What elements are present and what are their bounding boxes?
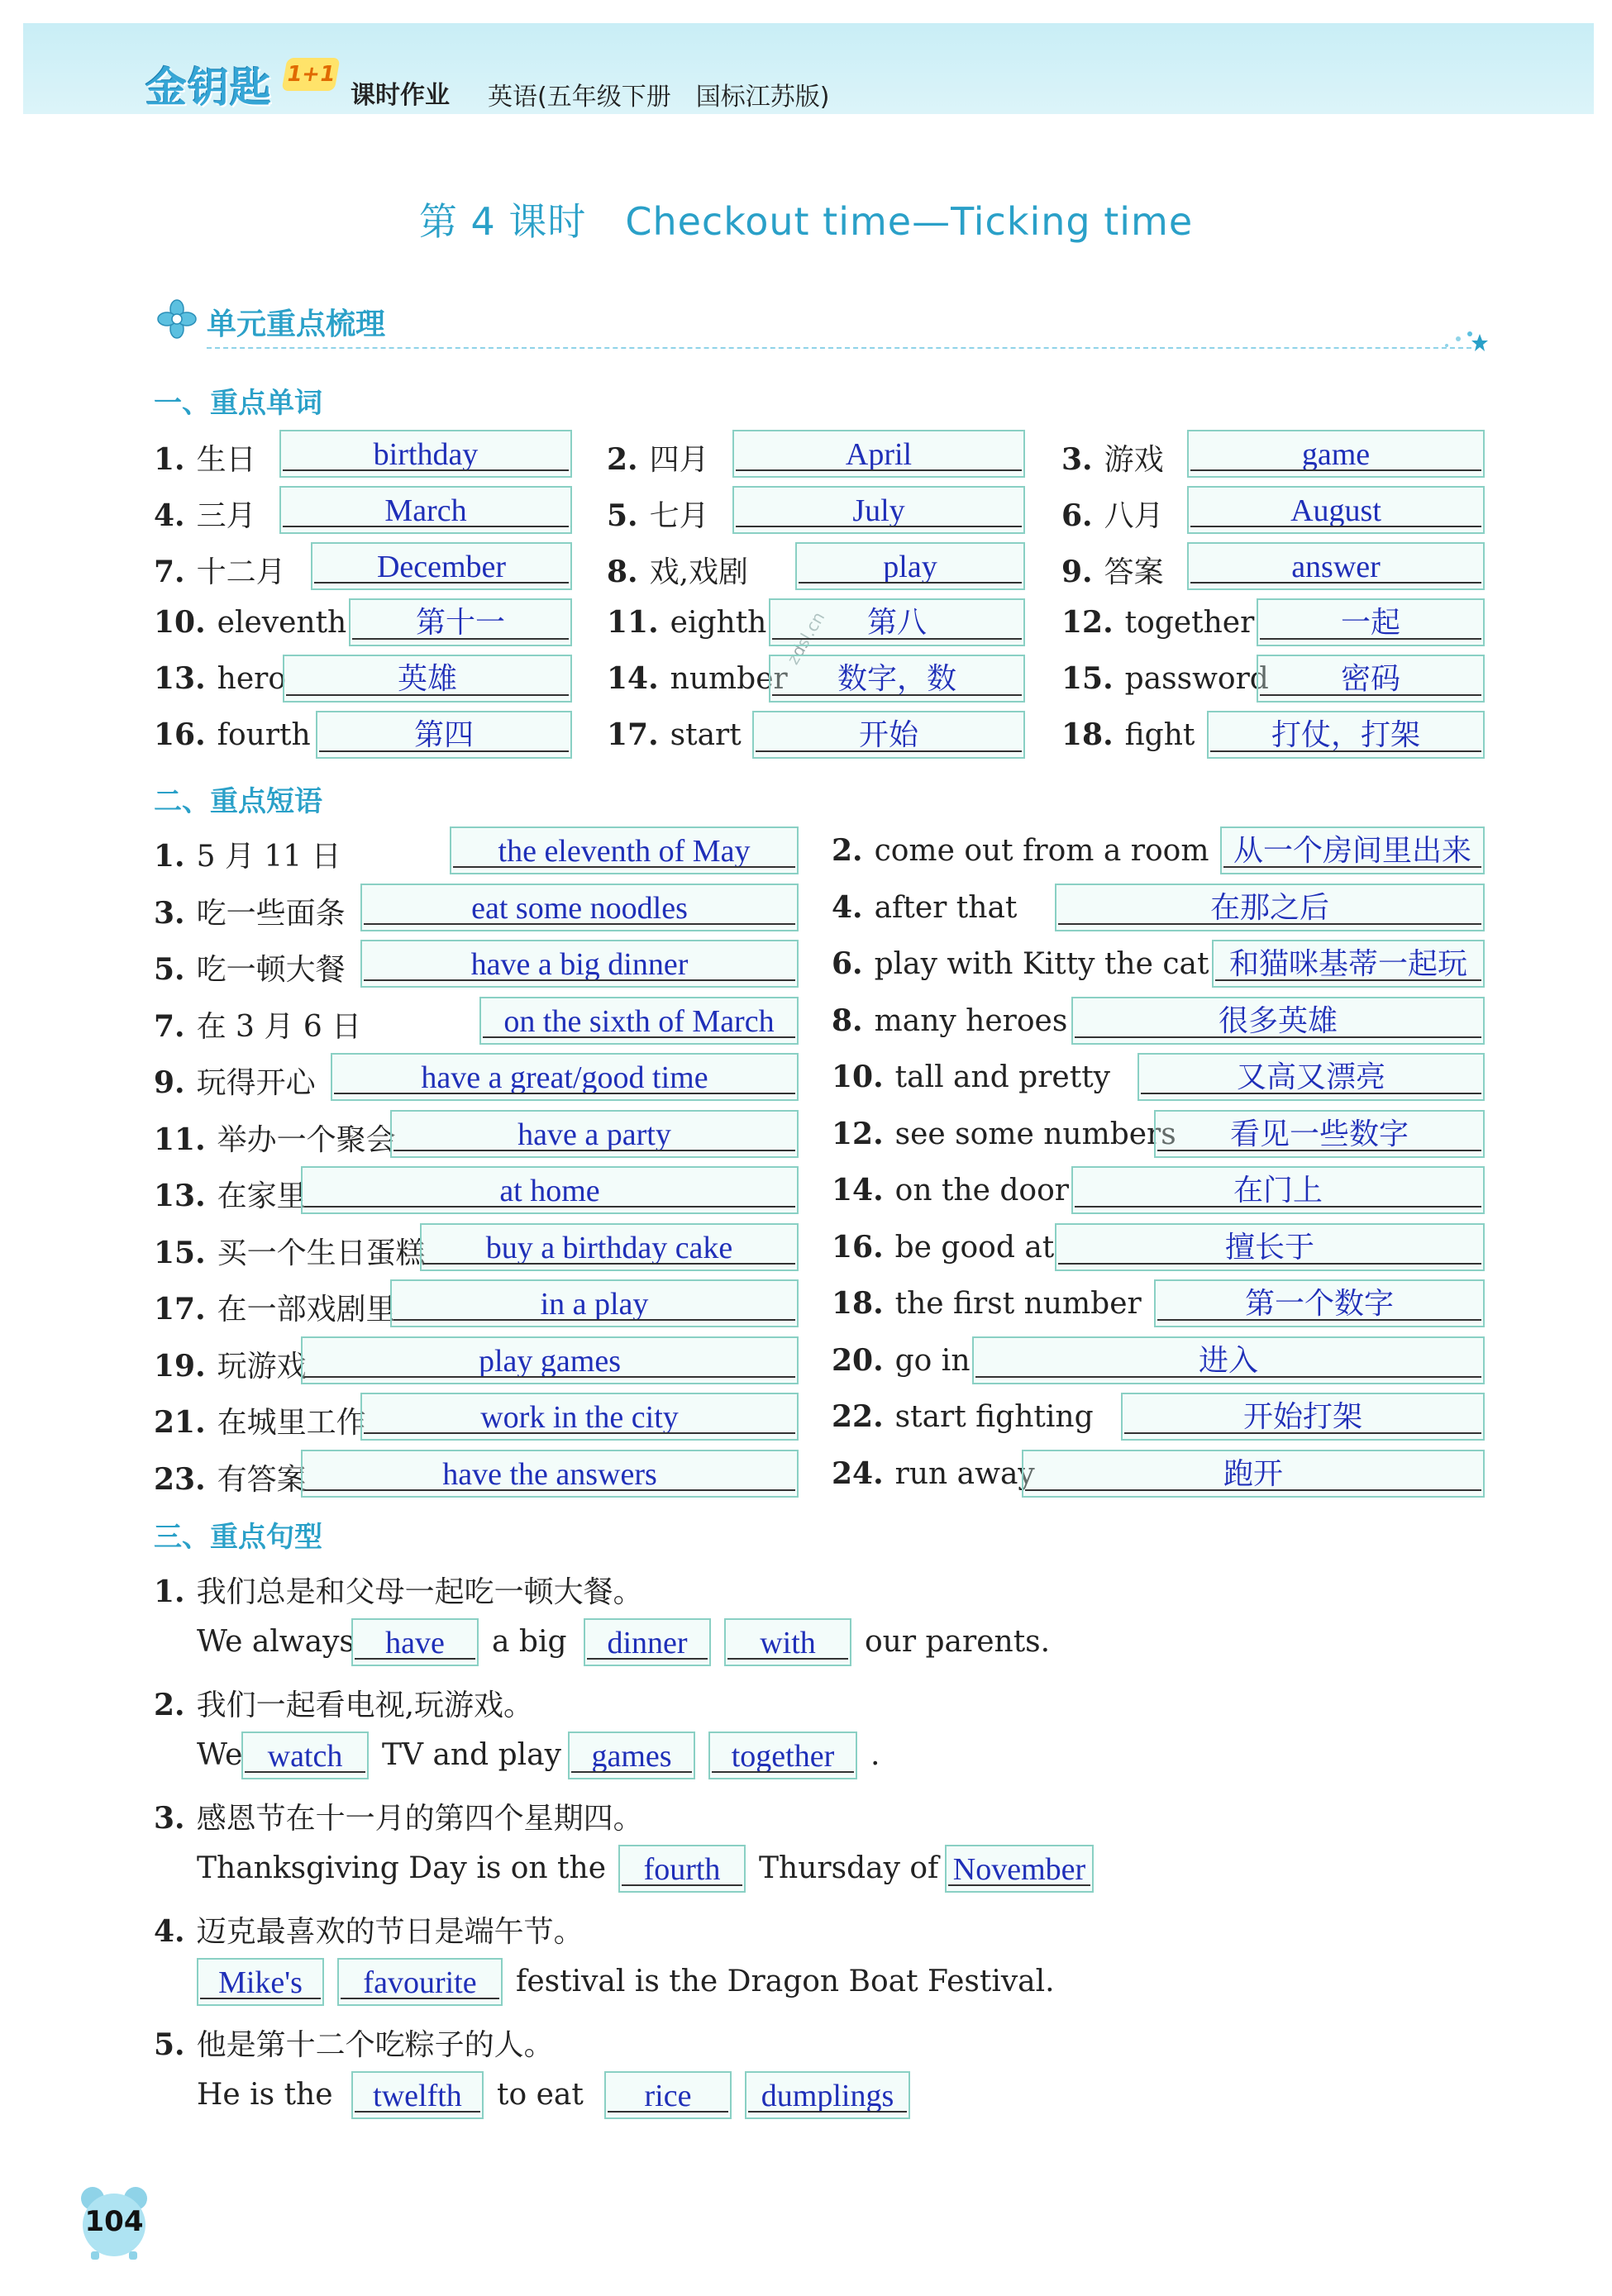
answer-text: games [591, 1739, 672, 1774]
sentence-text: We [197, 1738, 243, 1772]
word-item-prompt [154, 436, 256, 479]
phrase-item-prompt [832, 1117, 1176, 1151]
item-number: 9. [1061, 555, 1093, 589]
item-number: 4. [832, 889, 863, 925]
word-prompt: together [1124, 606, 1255, 640]
words-heading: 一、重点单词 [154, 387, 322, 420]
answer-text: in a play [540, 1287, 649, 1322]
word-item-prompt [1061, 717, 1195, 752]
answer-text: 擅长于 [1224, 1230, 1314, 1265]
phrase-prompt: 吃一些面条 [196, 896, 346, 931]
word-prompt: eleventh [217, 606, 347, 640]
answer-field[interactable] [1220, 826, 1485, 874]
answer-text: birthday [373, 437, 479, 472]
word-item-prompt [1061, 549, 1164, 591]
sentence-text: . [870, 1738, 880, 1772]
answer-text: 英雄 [397, 662, 457, 696]
answer-blank[interactable] [351, 1618, 479, 1666]
item-number: 20. [832, 1342, 884, 1378]
header-subtitle: 英语(五年级下册 国标江苏版) [488, 83, 830, 112]
phrase-item-prompt [154, 946, 346, 988]
word-prompt: 十二月 [196, 555, 286, 589]
page-number: 104 [84, 2205, 144, 2238]
phrases-heading: 二、重点短语 [154, 785, 322, 818]
phrase-prompt: be good at [894, 1230, 1055, 1265]
answer-field[interactable] [360, 884, 799, 931]
phrase-item-prompt [154, 1343, 307, 1385]
item-number: 10. [832, 1060, 884, 1094]
answer-field[interactable] [479, 997, 799, 1045]
answer-field[interactable] [1055, 1223, 1485, 1271]
answer-text: 在那之后 [1209, 890, 1329, 925]
phrase-item-prompt [832, 890, 1017, 925]
item-number: 17. [154, 1292, 206, 1327]
chinese-text: 我们总是和父母一起吃一顿大餐。 [196, 1575, 643, 1609]
sentence-text: Thursday of [759, 1851, 939, 1885]
word-item-prompt [607, 605, 766, 640]
sentence-chinese [154, 1569, 643, 1611]
answer-text: 看见一些数字 [1229, 1117, 1409, 1151]
word-item-prompt [154, 605, 346, 640]
word-item-prompt [1061, 661, 1269, 696]
sentence-chinese [154, 2022, 554, 2064]
phrase-item-prompt [832, 1060, 1110, 1094]
answer-text: 从一个房间里出来 [1233, 834, 1471, 868]
answer-text: Mike's [218, 1965, 303, 2000]
item-number: 13. [154, 661, 206, 696]
word-prompt: hero [217, 662, 287, 696]
word-item-prompt [154, 717, 311, 752]
word-prompt: 答案 [1104, 555, 1164, 589]
answer-text: on the sixth of March [503, 1003, 775, 1039]
phrase-prompt: go in [894, 1343, 971, 1378]
answer-text: 跑开 [1223, 1456, 1283, 1491]
answer-blank[interactable] [945, 1845, 1094, 1893]
item-number: 6. [832, 946, 863, 981]
phrase-prompt: 有答案 [217, 1462, 307, 1497]
sentence-text: Thanksgiving Day is on the [197, 1851, 607, 1885]
phrase-prompt: on the door [894, 1174, 1069, 1208]
word-prompt: 四月 [649, 443, 709, 477]
phrase-prompt: run away [894, 1456, 1035, 1491]
item-number: 3. [154, 1801, 185, 1836]
answer-blank[interactable] [604, 2071, 732, 2119]
answer-text: favourite [363, 1965, 477, 2000]
answer-field[interactable] [732, 430, 1025, 478]
answer-field[interactable] [283, 655, 572, 703]
watermark: zdsl.cn [782, 608, 829, 668]
answer-blank[interactable] [568, 1732, 695, 1779]
answer-field[interactable] [769, 655, 1025, 703]
word-item-prompt [1061, 436, 1164, 479]
item-number: 1. [154, 1574, 185, 1609]
phrase-item-prompt [832, 1286, 1142, 1321]
item-number: 24. [832, 1455, 884, 1491]
answer-text: have a great/good time [421, 1060, 708, 1095]
item-number: 10. [154, 605, 206, 640]
item-number: 7. [154, 1008, 185, 1044]
sentence-text: to eat [497, 2078, 584, 2112]
sentence-text: a big [492, 1625, 567, 1659]
word-prompt: password [1124, 662, 1269, 696]
item-number: 9. [154, 1065, 185, 1100]
answer-field[interactable] [331, 1053, 799, 1101]
phrase-prompt: play with Kitty the cat [874, 947, 1209, 981]
answer-text: 和猫咪基蒂一起玩 [1228, 947, 1467, 981]
answer-field[interactable] [316, 711, 572, 759]
phrase-prompt: 在一部戏剧里 [217, 1293, 396, 1327]
phrase-item-prompt [154, 833, 341, 875]
chinese-text: 他是第十二个吃粽子的人。 [196, 2028, 554, 2062]
item-number: 17. [607, 717, 659, 752]
answer-blank[interactable] [241, 1732, 369, 1779]
answer-text: March [384, 493, 467, 528]
answer-field[interactable] [390, 1279, 799, 1327]
item-number: 7. [154, 555, 185, 589]
answer-field[interactable] [732, 486, 1025, 534]
answer-text: 数字，数 [837, 662, 956, 696]
answer-text: answer [1291, 550, 1381, 584]
answer-field[interactable] [311, 542, 572, 590]
answer-text: 第八 [866, 606, 927, 640]
answer-field[interactable] [301, 1336, 799, 1384]
item-number: 11. [607, 605, 659, 640]
answer-text: twelfth [373, 2079, 462, 2113]
phrase-prompt: many heroes [874, 1003, 1068, 1038]
answer-field[interactable] [1257, 655, 1485, 703]
word-item-prompt [1061, 605, 1254, 640]
phrase-prompt: start fighting [894, 1400, 1094, 1434]
word-prompt: 戏,戏剧 [649, 555, 749, 589]
item-number: 15. [154, 1235, 206, 1270]
section-banner: 单元重点梳理 [207, 307, 386, 341]
phrase-prompt: 5 月 11 日 [196, 840, 341, 874]
item-number: 21. [154, 1405, 206, 1440]
word-item-prompt [607, 436, 709, 479]
phrase-prompt: see some numbers [894, 1117, 1176, 1151]
answer-text: watch [267, 1739, 343, 1774]
word-prompt: fourth [217, 718, 311, 752]
sentence-chinese [154, 1682, 533, 1724]
phrase-item-prompt [832, 833, 1209, 868]
item-number: 1. [154, 839, 185, 874]
brand-badge: 1+1 [281, 58, 340, 91]
answer-text: dumplings [761, 2079, 894, 2113]
section-divider [207, 347, 1471, 349]
chinese-text: 我们一起看电视,玩游戏。 [196, 1689, 534, 1722]
item-number: 22. [832, 1399, 884, 1434]
item-number: 16. [832, 1229, 884, 1265]
answer-field[interactable] [279, 430, 572, 478]
answer-text: rice [644, 2079, 692, 2113]
item-number: 3. [154, 895, 185, 931]
answer-text: play [883, 550, 937, 584]
phrase-prompt: the first number [894, 1287, 1142, 1321]
item-number: 12. [1061, 605, 1114, 640]
answer-text: 进入 [1198, 1343, 1258, 1378]
answer-text: 第一个数字 [1244, 1287, 1394, 1321]
answer-field[interactable] [1257, 598, 1485, 646]
item-number: 15. [1061, 661, 1114, 696]
phrase-prompt: 在城里工作 [217, 1406, 366, 1440]
word-prompt: 游戏 [1104, 443, 1164, 477]
answer-field[interactable] [1055, 884, 1485, 931]
phrase-item-prompt [832, 1230, 1054, 1265]
answer-text: 第四 [413, 718, 474, 752]
answer-text: August [1290, 493, 1381, 528]
word-prompt: 八月 [1104, 499, 1164, 533]
sentence-chinese [154, 1908, 584, 1951]
answer-blank[interactable] [618, 1845, 746, 1893]
answer-field[interactable] [1187, 486, 1485, 534]
answer-text: dinner [607, 1626, 688, 1660]
word-prompt: 生日 [196, 443, 256, 477]
item-number: 5. [154, 952, 185, 987]
answer-field[interactable] [1022, 1450, 1485, 1498]
phrase-prompt: 吃一顿大餐 [196, 953, 346, 987]
phrase-prompt: 买一个生日蛋糕 [217, 1236, 426, 1270]
answer-blank[interactable] [724, 1618, 851, 1666]
sentence-text: our parents. [865, 1625, 1051, 1659]
answer-field[interactable] [1154, 1110, 1485, 1158]
item-number: 18. [832, 1286, 884, 1321]
answer-field[interactable] [301, 1166, 799, 1214]
answer-text: buy a birthday cake [485, 1230, 733, 1265]
item-number: 4. [154, 498, 185, 533]
item-number: 3. [1061, 442, 1093, 477]
phrase-item-prompt [154, 1003, 361, 1046]
answer-text: 开始打架 [1242, 1400, 1362, 1434]
answer-text: have a big dinner [470, 947, 689, 982]
word-item-prompt [607, 717, 742, 752]
answer-text: 第十一 [415, 606, 505, 640]
item-number: 23. [154, 1461, 206, 1497]
item-number: 6. [1061, 498, 1093, 533]
answer-field[interactable] [1071, 997, 1485, 1045]
item-number: 13. [154, 1179, 206, 1213]
answer-field[interactable] [450, 826, 799, 874]
phrase-item-prompt [832, 1173, 1069, 1208]
item-number: 16. [154, 717, 206, 752]
answer-blank[interactable] [745, 2071, 910, 2119]
phrase-prompt: 在 3 月 6 日 [196, 1009, 362, 1044]
answer-text: December [376, 550, 507, 584]
answer-text: 在门上 [1233, 1174, 1323, 1208]
chinese-text: 感恩节在十一月的第四个星期四。 [196, 1802, 643, 1836]
phrase-prompt: 举办一个聚会 [217, 1122, 396, 1157]
phrase-item-prompt [154, 1230, 426, 1272]
item-number: 12. [832, 1116, 884, 1151]
word-item-prompt [607, 493, 709, 535]
phrase-item-prompt [832, 1003, 1067, 1038]
word-item-prompt [607, 549, 748, 591]
sentence-text: TV and play [382, 1738, 561, 1772]
answer-text: 打仗，打架 [1271, 718, 1420, 752]
phrase-item-prompt [832, 1399, 1094, 1434]
answer-field[interactable] [1071, 1166, 1485, 1214]
answer-field[interactable] [420, 1223, 799, 1271]
answer-text: at home [499, 1174, 600, 1208]
word-item-prompt [1061, 493, 1164, 535]
answer-field[interactable] [390, 1110, 799, 1158]
item-number: 14. [607, 661, 659, 696]
answer-field[interactable] [1154, 1279, 1485, 1327]
chinese-text: 迈克最喜欢的节日是端午节。 [196, 1915, 584, 1949]
phrase-item-prompt [154, 1173, 307, 1215]
item-number: 4. [154, 1914, 185, 1949]
phrase-item-prompt [154, 1286, 396, 1328]
brand-logo: 金钥匙 [145, 64, 272, 112]
answer-text: have a party [517, 1117, 671, 1152]
item-number: 14. [832, 1173, 884, 1208]
answer-field[interactable] [279, 486, 572, 534]
answer-field[interactable] [1212, 940, 1485, 988]
answer-blank[interactable] [584, 1618, 711, 1666]
answer-text: 密码 [1340, 662, 1400, 696]
answer-field[interactable] [972, 1336, 1485, 1384]
answer-text: game [1301, 437, 1371, 472]
answer-text: November [952, 1852, 1086, 1887]
sentence-text: We always [197, 1625, 355, 1659]
sparkle-icon [1438, 321, 1488, 354]
phrase-item-prompt [832, 1456, 1035, 1491]
answer-field[interactable] [795, 542, 1025, 590]
answer-text: have [385, 1626, 445, 1660]
item-number: 2. [607, 442, 638, 477]
word-prompt: 三月 [196, 499, 256, 533]
answer-field[interactable] [752, 711, 1025, 759]
phrase-item-prompt [154, 1117, 396, 1159]
phrase-item-prompt [832, 946, 1209, 981]
answer-field[interactable] [1121, 1393, 1485, 1441]
answer-field[interactable] [1187, 430, 1485, 478]
answer-field[interactable] [1137, 1053, 1485, 1101]
header-title: 课时作业 [351, 81, 450, 110]
answer-field[interactable] [1187, 542, 1485, 590]
phrase-prompt: after that [874, 890, 1018, 925]
word-prompt: eighth [670, 606, 767, 640]
answer-text: fourth [643, 1852, 721, 1887]
phrase-prompt: come out from a room [874, 834, 1209, 868]
answer-blank[interactable] [197, 1958, 324, 2006]
answer-text: 又高又漂亮 [1236, 1060, 1385, 1094]
word-item-prompt [154, 493, 256, 535]
item-number: 5. [607, 498, 638, 533]
word-prompt: 七月 [649, 499, 709, 533]
item-number: 5. [154, 2027, 185, 2062]
answer-text: with [760, 1626, 816, 1660]
answer-field[interactable] [301, 1450, 799, 1498]
phrase-item-prompt [154, 1399, 366, 1441]
phrase-prompt: tall and pretty [894, 1060, 1111, 1094]
answer-text: play games [478, 1343, 621, 1379]
answer-text: 一起 [1340, 606, 1400, 640]
word-prompt: fight [1124, 718, 1195, 752]
word-item-prompt [154, 661, 286, 696]
answer-text: the eleventh of May [498, 834, 751, 869]
phrase-item-prompt [832, 1343, 971, 1378]
phrase-prompt: 玩游戏 [217, 1349, 307, 1384]
phrase-prompt: 在家里 [217, 1179, 307, 1213]
lesson-title: 第 4 课时 Checkout time—Ticking time [418, 199, 1194, 244]
item-number: 18. [1061, 717, 1114, 752]
phrase-item-prompt [154, 1060, 316, 1102]
answer-field[interactable] [349, 598, 572, 646]
answer-blank[interactable] [351, 2071, 484, 2119]
answer-field[interactable] [360, 1393, 799, 1441]
answer-field[interactable] [769, 598, 1025, 646]
word-item-prompt [154, 549, 286, 591]
answer-text: 很多英雄 [1218, 1003, 1338, 1038]
answer-text: July [852, 493, 905, 528]
phrase-prompt: 玩得开心 [196, 1066, 316, 1100]
answer-blank[interactable] [708, 1732, 857, 1779]
answer-text: have the answers [442, 1456, 657, 1492]
word-prompt: number [670, 662, 788, 696]
answer-text: work in the city [480, 1400, 679, 1435]
answer-blank[interactable] [337, 1958, 503, 2006]
sentence-text: He is the [197, 2078, 333, 2112]
phrase-item-prompt [154, 890, 346, 932]
word-prompt: start [670, 718, 742, 752]
answer-text: April [845, 437, 913, 472]
item-number: 1. [154, 442, 185, 477]
item-number: 11. [154, 1122, 206, 1157]
word-item-prompt [607, 661, 788, 696]
answer-field[interactable] [1207, 711, 1485, 759]
flower-icon [157, 299, 197, 339]
item-number: 2. [154, 1688, 185, 1722]
sentences-heading: 三、重点句型 [154, 1521, 322, 1554]
answer-text: eat some noodles [471, 890, 688, 926]
phrase-item-prompt [154, 1456, 307, 1498]
sentence-chinese [154, 1795, 643, 1837]
item-number: 8. [832, 1003, 863, 1038]
item-number: 2. [832, 833, 863, 868]
answer-text: 开始 [858, 718, 918, 752]
item-number: 19. [154, 1348, 206, 1384]
answer-field[interactable] [360, 940, 799, 988]
answer-text: together [731, 1739, 835, 1774]
item-number: 8. [607, 555, 638, 589]
sentence-text: festival is the Dragon Boat Festival. [516, 1965, 1055, 1998]
